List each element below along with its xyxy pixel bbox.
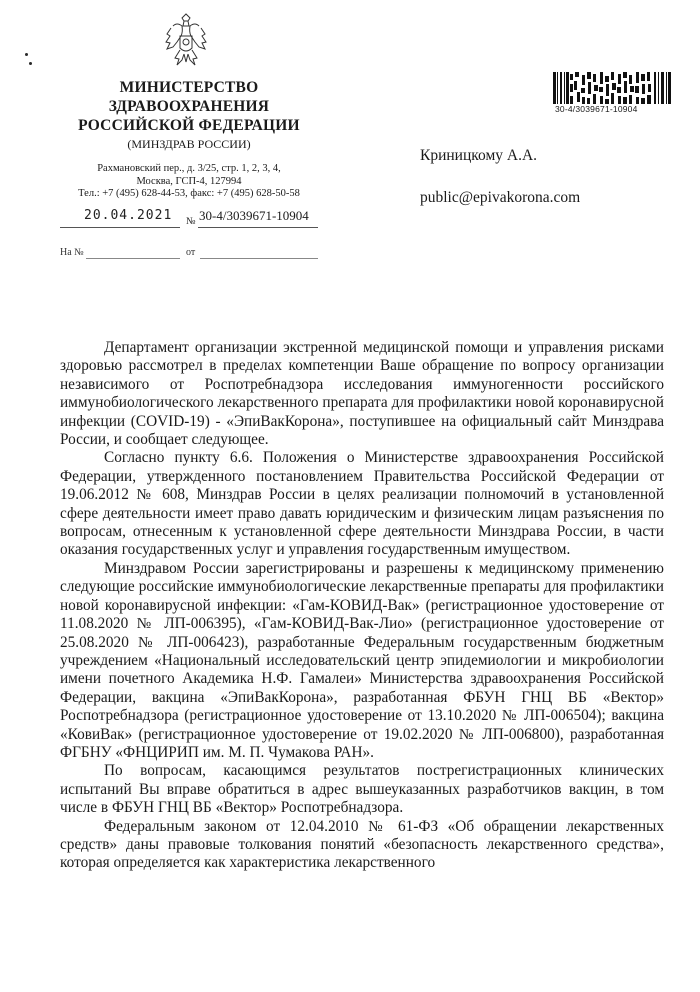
reference-number-line	[86, 258, 180, 259]
ministry-name-line-3: РОССИЙСКОЙ ФЕДЕРАЦИИ	[78, 117, 300, 134]
date-underline	[60, 227, 180, 228]
body-paragraph-2: Согласно пункту 6.6. Положения о Министерстве здравоохранения Российской Федерации, утвержденного постановлением Правительства Российской Федерации от 19.06.2012 № 608, Минздрав России в целях реализации полномочий в установленной сфере деятельности имеет право давать юридическим и физическим лицам разъяснения по вопросам, отнесенным к установленной сфере деятельности Минздрава России, в части оказания государственных услуг и управления государственным имуществом.	[60, 449, 664, 559]
address-line-2: Москва, ГСП-4, 127994	[136, 175, 242, 187]
registration-number: 30-4/3039671-10904	[199, 208, 309, 223]
letter-body	[60, 339, 664, 873]
coat-of-arms-emblem	[163, 12, 209, 70]
ministry-name-line-2: ЗДРАВООХРАНЕНИЯ	[108, 98, 270, 115]
scan-mark	[25, 53, 28, 56]
address-line-1: Рахмановский пер., д. 3/25, стр. 1, 2, 3, 4,	[97, 163, 281, 174]
reference-date-line	[200, 258, 318, 259]
reference-from-label: от	[186, 247, 196, 258]
recipient-name: Криницкому А.А.	[420, 147, 538, 164]
scan-mark	[29, 62, 32, 65]
body-paragraph-1: Департамент организации экстренной медицинской помощи и управления рисками здоровью рассмотрел в пределах компетенции Ваше обращение по вопросу организации независимого от Роспотребнадзора исследования иммуногенности российского иммунобиологического лекарственного препарата для профилактики новой коронавирусной инфекции (COVID-19) - «ЭпиВакКорона», поступившее на официальный сайт Минздрава России, и сообщает следующее.	[60, 339, 664, 449]
reference-label: На №	[60, 247, 84, 258]
number-underline	[198, 227, 318, 228]
number-sign: №	[186, 216, 196, 227]
recipient-email: public@epivakorona.com	[420, 189, 581, 206]
body-paragraph-3: Минздравом России зарегистрированы и разрешены к медицинскому применению следующие российские иммунобиологические лекарственные препараты для профилактики новой коронавирусной инфекции: «Гам-КОВИД-Вак» (регистрационное удостоверение от 11.08.2020 № ЛП-006395), «Гам-КОВИД-Вак-Лио» (регистрационное удостоверение от 25.08.2020 № ЛП-006423), разработанные Федеральным государственным бюджетным учреждением «Национальный исследовательский центр эпидемиологии и микробиологии имени почетного Академика Н.Ф. Гамалеи» Министерства здравоохранения Российской Федерации, вакцина «ЭпиВакКорона», разработанная ФБУН ГНЦ ВБ «Вектор» Роспотребнадзора (регистрационное удостоверение от 13.10.2020 № ЛП-006504); вакцина «КовиВак» (регистрационное удостоверение от 19.02.2020 № ЛП-006800), разработанная ФГБНУ «ФНЦИРИП им. М. П. Чумакова РАН».	[60, 559, 664, 761]
ministry-name-line-1: МИНИСТЕРСТВО	[119, 79, 259, 96]
document-barcode	[553, 72, 671, 104]
barcode-number: 30-4/3039671-10904	[555, 104, 638, 114]
body-paragraph-5: Федеральным законом от 12.04.2010 № 61-ФЗ «Об обращении лекарственных средств» даны правовые толкования понятий «безопасность лекарственного средства», которая определяется как характеристика лекарственного	[60, 817, 664, 872]
ministry-abbreviation: (МИНЗДРАВ РОССИИ)	[127, 137, 251, 151]
body-paragraph-4: По вопросам, касающимся результатов пострегистрационных клинических испытаний Вы вправе обратиться в адрес вышеуказанных разработчиков вакцин, в том числе в ФБУН ГНЦ ВБ «Вектор» Роспотребнадзора.	[60, 762, 664, 817]
ministry-address	[60, 163, 318, 201]
ministry-block	[60, 78, 318, 152]
recipient-block	[420, 146, 580, 208]
address-line-3: Тел.: +7 (495) 628-44-53, факс: +7 (495) 628-50-58	[78, 188, 300, 199]
registration-date: 20.04.2021	[84, 208, 173, 223]
